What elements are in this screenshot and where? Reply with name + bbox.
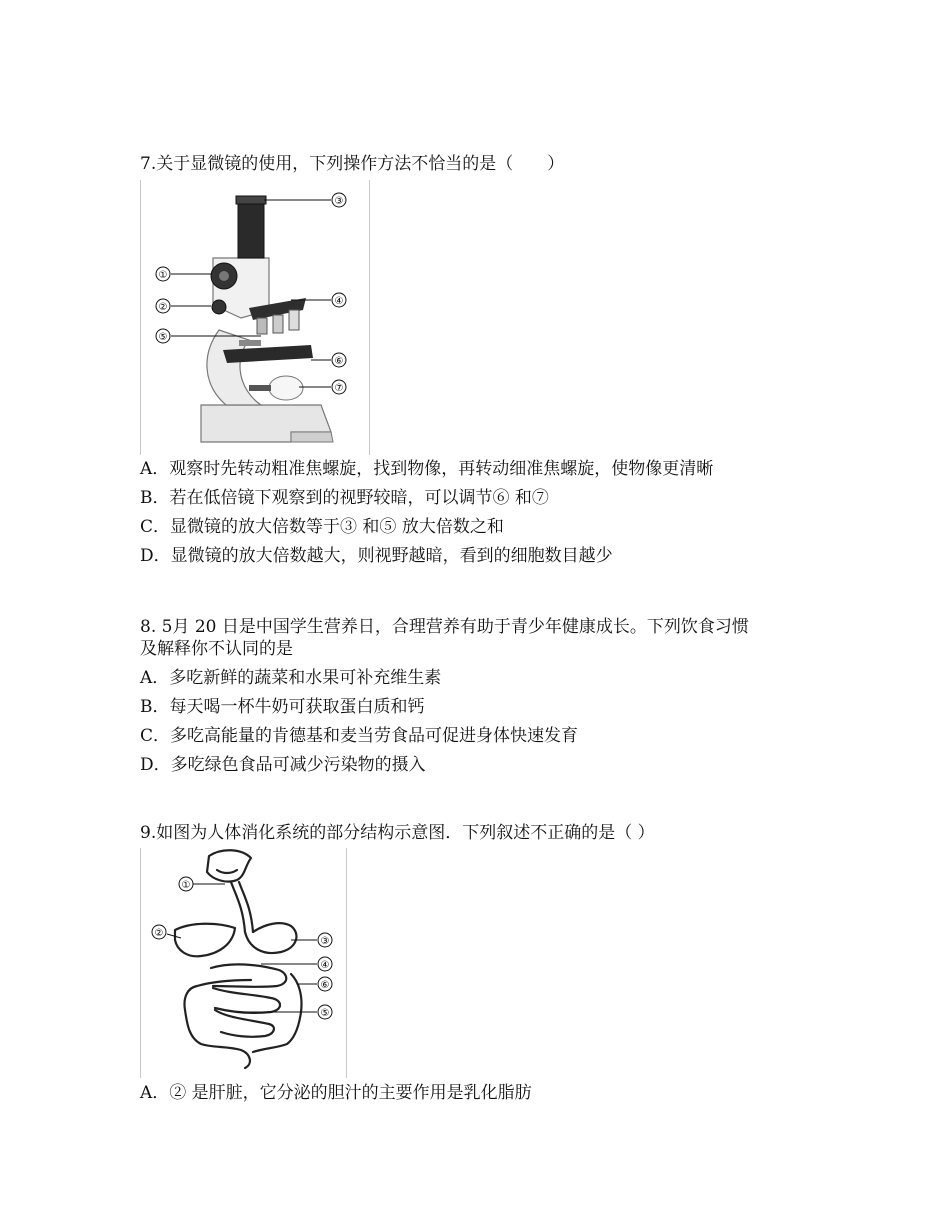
- digestive-label-4: ④: [320, 960, 330, 971]
- q8-option-b: B．每天喝一杯牛奶可获取蛋白质和钙: [140, 697, 425, 717]
- microscope-label-4: ④: [334, 296, 344, 307]
- q9-option-a: A．② 是肝脏，它分泌的胆汁的主要作用是乳化脂肪: [140, 1083, 532, 1103]
- q8-option-d: D．多吃绿色食品可减少污染物的摄入: [140, 755, 426, 775]
- digestive-label-5: ⑤: [320, 1008, 330, 1019]
- q7-option-d: D．显微镜的放大倍数越大，则视野越暗，看到的细胞数目越少: [140, 546, 613, 566]
- digestive-system-figure: [140, 848, 347, 1078]
- microscope-label-5: ⑤: [158, 332, 168, 343]
- q7-option-a: A．观察时先转动粗准焦螺旋，找到物像，再转动细准焦螺旋，使物像更清晰: [140, 459, 714, 479]
- microscope-label-7: ⑦: [334, 383, 344, 394]
- microscope-illustration: [141, 180, 369, 455]
- q8-stem-line1: 8. 5月 20 日是中国学生营养日，合理营养有助于青少年健康成长。下列饮食习惯: [140, 617, 749, 637]
- microscope-label-3: ③: [334, 196, 344, 207]
- digestive-label-2: ②: [154, 928, 164, 939]
- q8-option-c: C．多吃高能量的肯德基和麦当劳食品可促进身体快速发育: [140, 726, 579, 746]
- microscope-label-6: ⑥: [334, 356, 344, 367]
- q8-stem-line2: 及解释你不认同的是: [140, 639, 293, 659]
- digestive-label-6: ⑥: [320, 980, 330, 991]
- digestive-system-illustration: [141, 848, 346, 1078]
- microscope-label-2: ②: [158, 302, 168, 313]
- q7-option-c: C．显微镜的放大倍数等于③ 和⑤ 放大倍数之和: [140, 517, 504, 537]
- q9-stem: 9.如图为人体消化系统的部分结构示意图．下列叙述不正确的是（ ）: [140, 823, 655, 843]
- microscope-label-1: ①: [158, 270, 168, 281]
- q7-option-b: B．若在低倍镜下观察到的视野较暗，可以调节⑥ 和⑦: [140, 488, 549, 508]
- microscope-figure: [140, 180, 370, 455]
- digestive-label-1: ①: [181, 880, 191, 891]
- q8-option-a: A．多吃新鲜的蔬菜和水果可补充维生素: [140, 668, 442, 688]
- digestive-label-3: ③: [320, 936, 330, 947]
- q7-stem: 7.关于显微镜的使用，下列操作方法不恰当的是（ ）: [140, 154, 565, 174]
